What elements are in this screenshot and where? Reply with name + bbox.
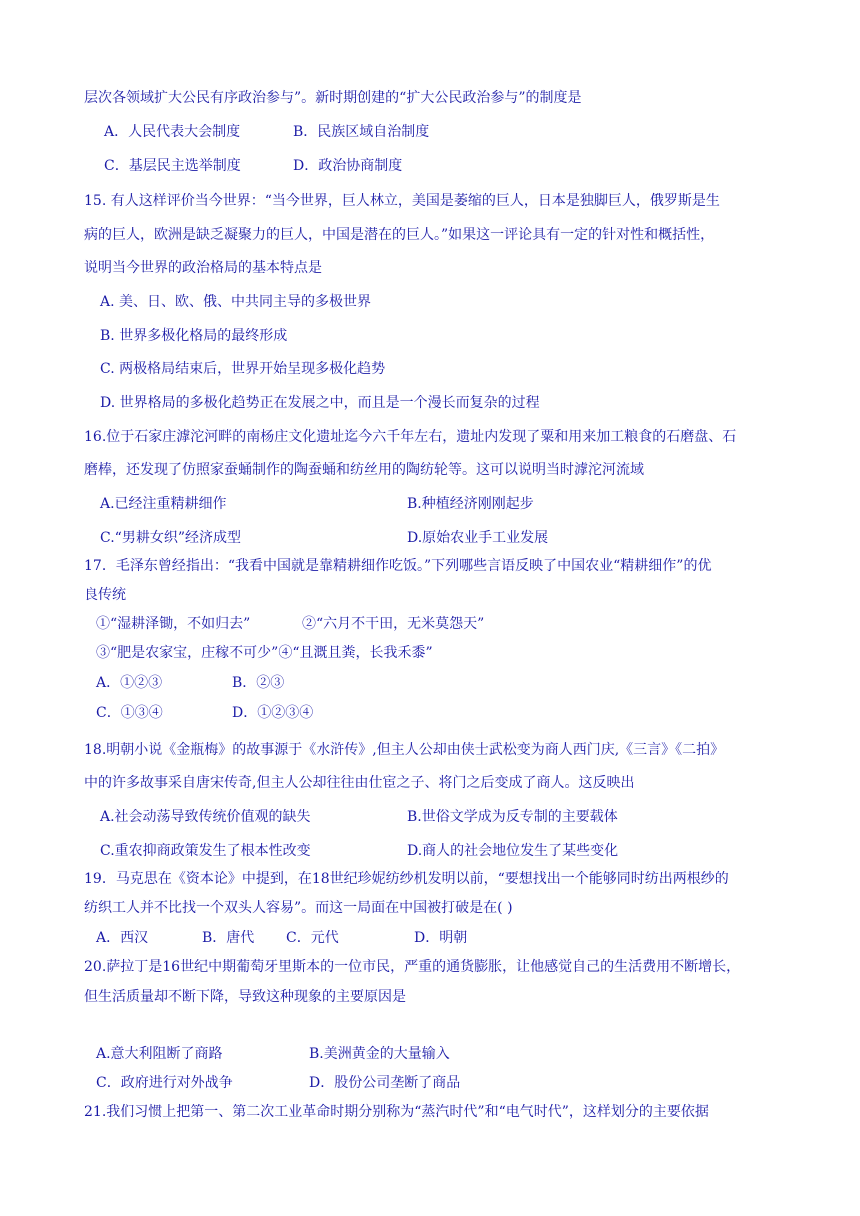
q17-option-b: B．②③ — [232, 675, 285, 691]
q17-option-c: C．①③④ — [96, 705, 163, 721]
q20-stem-line-2: 但生活质量却不断下降，导致这种现象的主要原因是 — [84, 989, 406, 1005]
q16-option-c: C.“男耕女织”经济成型 — [100, 530, 241, 546]
q18-stem-line-1: 18.明朝小说《金瓶梅》的故事源于《水浒传》,但主人公却由侠士武松变为商人西门庆,《三言》《二拍》 — [84, 742, 725, 758]
q19-option-a: A．西汉 — [96, 930, 149, 946]
q20-option-d: D．股份公司垄断了商品 — [309, 1075, 461, 1091]
q20-option-b: B.美洲黄金的大量输入 — [309, 1046, 450, 1062]
q15-stem-line-1: 15. 有人这样评价当今世界：“当今世界，巨人林立，美国是萎缩的巨人，日本是独脚巨人，俄罗斯是生 — [84, 193, 720, 209]
q20-option-c: C．政府进行对外战争 — [96, 1075, 233, 1091]
q20-option-a: A.意大利阻断了商路 — [96, 1046, 223, 1062]
q15-option-d: D. 世界格局的多极化趋势正在发展之中，而且是一个漫长而复杂的过程 — [100, 395, 540, 411]
q17-item-1: ①“湿耕泽锄，不如归去” — [96, 616, 251, 632]
q17-option-d: D．①②③④ — [232, 705, 314, 721]
q18-stem-line-2: 中的许多故事采自唐宋传奇,但主人公却往往由仕宦之子、将门之后变成了商人。这反映出 — [84, 775, 635, 791]
q20-stem-line-1: 20.萨拉丁是16世纪中期葡萄牙里斯本的一位市民，严重的通货膨胀，让他感觉自己的生活费用不断增长， — [84, 959, 741, 975]
q18-option-a: A.社会动荡导致传统价值观的缺失 — [100, 809, 311, 825]
q16-stem-line-1: 16.位于石家庄滹沱河畔的南杨庄文化遗址迄今六千年左右，遗址内发现了粟和用来加工粮食的石磨盘、石 — [84, 429, 737, 445]
q15-option-a: A. 美、日、欧、俄、中共同主导的多极世界 — [100, 294, 372, 310]
q17-item-2: ②“六月不干田，无米莫怨天” — [302, 616, 485, 632]
q19-option-c: C．元代 — [286, 930, 339, 946]
q14-stem-line: 层次各领域扩大公民有序政治参与”。新时期创建的“扩大公民政治参与”的制度是 — [84, 90, 582, 106]
q17-stem-line-2: 良传统 — [84, 587, 126, 603]
q14-option-d: D．政治协商制度 — [293, 158, 403, 174]
q16-option-b: B.种植经济刚刚起步 — [407, 496, 534, 512]
q19-option-b: B．唐代 — [202, 930, 255, 946]
q18-option-c: C.重农抑商政策发生了根本性改变 — [100, 843, 311, 859]
q18-option-b: B.世俗文学成为反专制的主要载体 — [407, 809, 618, 825]
q15-stem-line-2: 病的巨人，欧洲是缺乏凝聚力的巨人，中国是潜在的巨人。”如果这一评论具有一定的针对性和概括性， — [84, 227, 715, 243]
q17-item-3-4: ③“肥是农家宝，庄稼不可少”④“且溉且粪，长我禾黍” — [96, 645, 433, 661]
q16-option-a: A.已经注重精耕细作 — [100, 496, 227, 512]
q15-stem-line-3: 说明当今世界的政治格局的基本特点是 — [84, 260, 322, 276]
q18-option-d: D.商人的社会地位发生了某些变化 — [407, 843, 619, 859]
q14-option-c: C．基层民主选举制度 — [104, 158, 241, 174]
q16-option-d: D.原始农业手工业发展 — [407, 530, 549, 546]
q17-option-a: A．①②③ — [96, 675, 163, 691]
q19-stem-line-2: 纺织工人并不比找一个双头人容易”。而这一局面在中国被打破是在( ) — [84, 900, 513, 916]
q16-stem-line-2: 磨棒，还发现了仿照家蚕蛹制作的陶蚕蛹和纺丝用的陶纺轮等。这可以说明当时滹沱河流域 — [84, 462, 644, 478]
q19-option-d: D．明朝 — [414, 930, 468, 946]
q15-option-b: B. 世界多极化格局的最终形成 — [100, 328, 288, 344]
q15-option-c: C. 两极格局结束后，世界开始呈现多极化趋势 — [100, 361, 386, 377]
q21-stem-line-1: 21.我们习惯上把第一、第二次工业革命时期分别称为“蒸汽时代”和“电气时代”，这样划分的主要依据 — [84, 1104, 709, 1120]
q17-stem-line-1: 17．毛泽东曾经指出：“我看中国就是靠精耕细作吃饭。”下列哪些言语反映了中国农业“精耕细作”的优 — [84, 558, 712, 574]
q19-stem-line-1: 19．马克思在《资本论》中提到，在18世纪珍妮纺纱机发明以前，“要想找出一个能够同时纺出两根纱的 — [84, 871, 729, 887]
q14-option-b: B．民族区域自治制度 — [293, 124, 430, 140]
q14-option-a: A．人民代表大会制度 — [104, 124, 241, 140]
